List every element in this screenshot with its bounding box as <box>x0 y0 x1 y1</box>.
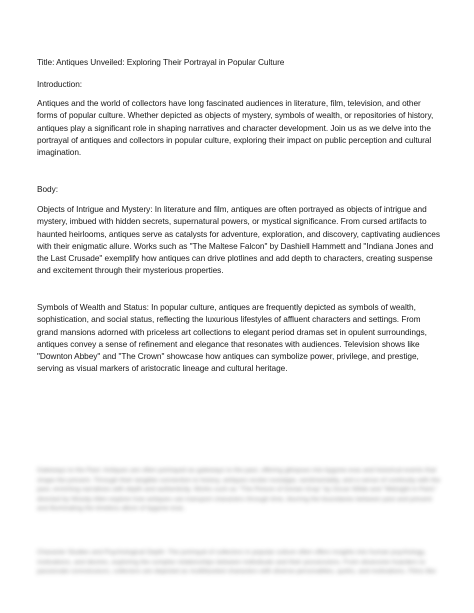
preview-fade-region <box>37 301 447 459</box>
blurred-paragraph: Gateways to the Past: Antiques are often portrayed as gateways to the past, offering glimpses into bygone eras and historical events that shape the present. Through their tangible connection to history, antiques evoke nostalgia, sentimentality, and a sense of continuity with the past, enriching narratives with depth and authenticity. Works such as "The Picture of Dorian Gray" by Oscar Wilde and "Midnight in Paris" directed by Woody Allen explore how antiques can transport characters through time, blurring the boundaries between past and present and illuminating the timeless allure of bygone eras. <box>37 467 441 513</box>
introduction-heading: Introduction: <box>37 79 83 89</box>
symbols-of-wealth-paragraph: Symbols of Wealth and Status: In popular culture, antiques are frequently depicted as symbols of wealth, sophistication, and social status, reflecting the luxurious lifestyles of affluent characters and settings. From grand mansions adorned with priceless art collections to elegant period dramas set in opulent surroundings, antiques convey a sense of refinement and elegance that resonates with audiences. Television shows like "Downton Abbey" and "The Crown" showcase how antiques can symbolize power, privilege, and prestige, serving as visual markers of aristocratic lineage and cultural heritage. <box>37 302 427 374</box>
objects-of-intrigue-paragraph: Objects of Intrigue and Mystery: In literature and film, antiques are often portrayed as objects of intrigue and mystery, imbued with hidden secrets, supernatural powers, or mystical significance. From cursed artifacts to haunted heirlooms, antiques serve as catalysts for adventure, exploration, and discovery, captivating audiences with their enigmatic allure. Works such as "The Maltese Falcon" by Dashiell Hammett and "Indiana Jones and the Last Crusade" exemplify how antiques can drive plotlines and add depth to characters, creating suspense and excitement through their mysterious properties. <box>37 204 440 276</box>
body-heading: Body: <box>37 184 58 194</box>
document-title: Title: Antiques Unveiled: Exploring Their Portrayal in Popular Culture <box>37 57 285 67</box>
introduction-paragraph: Antiques and the world of collectors have long fascinated audiences in literature, film, television, and other forms of popular culture. Whether depicted as objects of mystery, symbols of wealth, or repositories of history, antiques play a significant role in shaping narratives and character development. Join us as we delve into the portrayal of antiques and collectors in popular culture, exploring their impact on public perception and cultural imagination. <box>37 98 434 158</box>
blurred-paragraph: Character Studies and Psychological Depth: The portrayal of collectors in popular culture often offers insights into human psychology, motivations, and desires, exploring the complex relationships between individuals and their possessions. From obsessive hoarders to passionate connoisseurs, collectors are depicted as multifaceted characters with diverse personalities, quirks, and motivations. Films like <box>37 549 436 576</box>
